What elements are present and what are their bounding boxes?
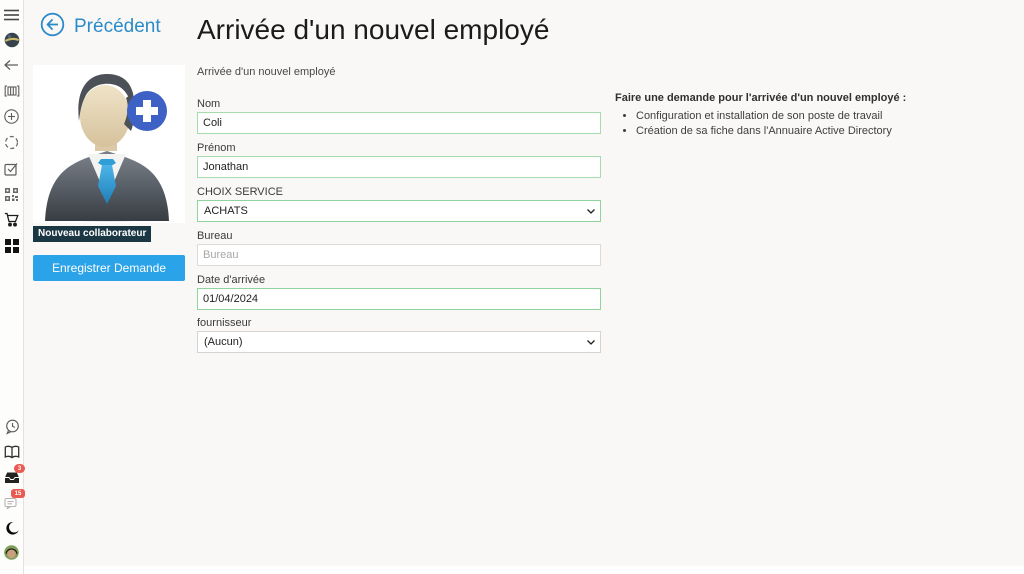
- globe-logo-icon[interactable]: [3, 31, 20, 48]
- info-heading: Faire une demande pour l'arrivée d'un nouvel employé :: [615, 92, 907, 104]
- info-bullet-list: [622, 110, 956, 140]
- service-select[interactable]: [197, 200, 601, 222]
- bureau-label: Bureau: [197, 230, 233, 242]
- date-arrivee-label: Date d'arrivée: [197, 274, 266, 286]
- service-selected-value: ACHATS: [204, 205, 248, 217]
- date-arrivee-input[interactable]: [197, 288, 601, 310]
- fournisseur-label: fournisseur: [197, 317, 252, 329]
- info-bullet: • Configuration et installation de son poste de travail: [636, 110, 956, 124]
- qr-code-icon[interactable]: [3, 186, 20, 203]
- dark-mode-moon-icon[interactable]: [3, 519, 20, 536]
- film-scan-icon[interactable]: [3, 82, 20, 99]
- chat-messages-icon[interactable]: [3, 490, 22, 510]
- inbox-badge: 3: [14, 464, 25, 473]
- new-employee-photo[interactable]: [33, 65, 185, 223]
- prenom-input[interactable]: [197, 156, 601, 178]
- add-circle-icon[interactable]: [3, 108, 20, 125]
- user-avatar[interactable]: [3, 544, 20, 561]
- back-button[interactable]: [40, 12, 161, 42]
- back-circle-arrow-icon: [40, 12, 65, 42]
- apps-grid-icon[interactable]: [3, 237, 20, 254]
- sync-icon[interactable]: [3, 134, 20, 151]
- save-request-button[interactable]: Enregistrer Demande: [33, 255, 185, 281]
- info-bullet: • Création de sa fiche dans l'Annuaire Active Directory: [636, 125, 956, 139]
- bureau-input[interactable]: [197, 244, 601, 266]
- page-subtitle: Arrivée d'un nouvel employé: [197, 66, 336, 78]
- back-arrow-icon[interactable]: [3, 56, 20, 73]
- nom-label: Nom: [197, 98, 221, 110]
- window-bottom-strip: [0, 566, 1024, 574]
- book-icon[interactable]: [3, 443, 20, 460]
- fournisseur-selected-value: (Aucun): [204, 336, 243, 348]
- fournisseur-select[interactable]: [197, 331, 601, 353]
- menu-icon[interactable]: [3, 6, 20, 23]
- prenom-label: Prénom: [197, 142, 236, 154]
- photo-caption-badge: Nouveau collaborateur: [33, 226, 151, 242]
- task-checkbox-icon[interactable]: [3, 160, 20, 177]
- chat-history-icon[interactable]: [3, 418, 20, 435]
- page-title: Arrivée d'un nouvel employé: [197, 14, 550, 45]
- cart-icon[interactable]: [3, 211, 20, 228]
- back-label: Précédent: [74, 16, 161, 37]
- chevron-down-icon: [587, 209, 600, 214]
- sidebar-rail: [0, 0, 24, 574]
- nom-input[interactable]: [197, 112, 601, 134]
- chat-badge: 15: [11, 489, 25, 498]
- chevron-down-icon: [587, 340, 600, 345]
- inbox-icon[interactable]: [3, 465, 22, 485]
- service-label: CHOIX SERVICE: [197, 186, 283, 198]
